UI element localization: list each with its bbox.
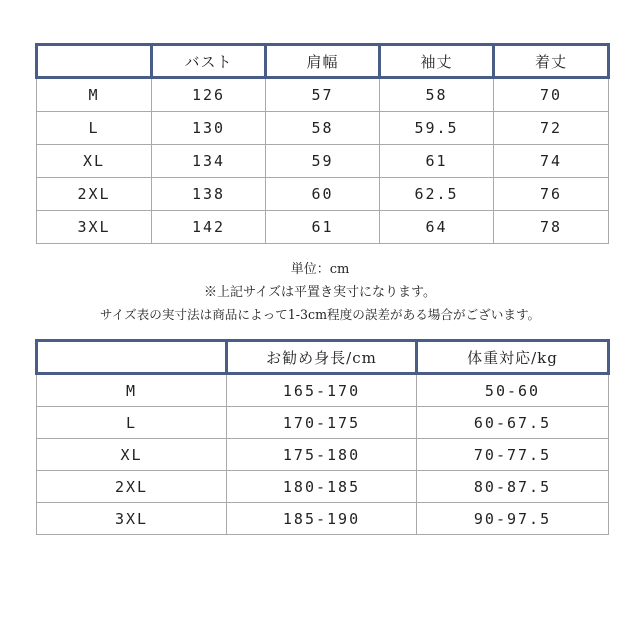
recommend-table-header-row xyxy=(37,341,609,374)
size-table-value-cell: 72 xyxy=(494,112,609,145)
size-table-header-cell: 袖丈 xyxy=(380,45,494,78)
recommend-table-header-cell xyxy=(37,341,227,374)
recommend-table-row xyxy=(37,407,609,439)
tolerance-note: サイズ表の実寸法は商品によって1-3cm程度の誤差がある場合がございます。 xyxy=(99,307,541,322)
recommend-table-size-cell: L xyxy=(37,407,227,439)
size-table-header-cell: 肩幅 xyxy=(266,45,380,78)
recommend-table-value-cell: 180-185 xyxy=(227,471,417,503)
recommend-table-size-cell: 3XL xyxy=(37,503,227,535)
recommend-table-value-cell: 50-60 xyxy=(417,374,609,407)
recommend-table-header-cell: お勧め身長/cm xyxy=(227,341,417,374)
unit-note: 単位：cm xyxy=(290,262,350,277)
size-table-value-cell: 126 xyxy=(152,78,266,112)
recommend-table-row xyxy=(37,471,609,503)
size-table-value-cell: 60 xyxy=(266,178,380,211)
recommend-table-value-cell: 70-77.5 xyxy=(417,439,609,471)
recommend-table-value-cell: 175-180 xyxy=(227,439,417,471)
size-table-value-cell: 58 xyxy=(266,112,380,145)
size-table-value-cell: 78 xyxy=(494,211,609,244)
recommend-table-size-cell: XL xyxy=(37,439,227,471)
recommend-table-row xyxy=(37,503,609,535)
size-table-value-cell: 57 xyxy=(266,78,380,112)
size-table-value-cell: 142 xyxy=(152,211,266,244)
size-table-header-cell: バスト xyxy=(152,45,266,78)
size-table-size-cell: L xyxy=(37,112,152,145)
size-table-row xyxy=(37,112,609,145)
recommend-table-size-cell: 2XL xyxy=(37,471,227,503)
recommend-table-row xyxy=(37,374,609,407)
size-table-row xyxy=(37,78,609,112)
size-table-size-cell: 3XL xyxy=(37,211,152,244)
size-table-value-cell: 76 xyxy=(494,178,609,211)
size-table-value-cell: 61 xyxy=(266,211,380,244)
size-table xyxy=(35,43,610,244)
recommend-table-size-cell: M xyxy=(37,374,227,407)
size-table-row xyxy=(37,145,609,178)
size-table-value-cell: 74 xyxy=(494,145,609,178)
size-table-size-cell: M xyxy=(37,78,152,112)
recommend-table-value-cell: 90-97.5 xyxy=(417,503,609,535)
size-table-size-cell: 2XL xyxy=(37,178,152,211)
size-table-value-cell: 134 xyxy=(152,145,266,178)
size-table-value-cell: 59 xyxy=(266,145,380,178)
size-table-value-cell: 59.5 xyxy=(380,112,494,145)
size-table-header-cell: 着丈 xyxy=(494,45,609,78)
size-table-size-cell: XL xyxy=(37,145,152,178)
size-table-value-cell: 61 xyxy=(380,145,494,178)
recommend-table-header-cell: 体重対応/kg xyxy=(417,341,609,374)
recommend-table-value-cell: 170-175 xyxy=(227,407,417,439)
recommendation-table xyxy=(35,339,610,535)
size-table-row xyxy=(37,178,609,211)
size-table-header-row xyxy=(37,45,609,78)
size-table-row xyxy=(37,211,609,244)
size-table-value-cell: 70 xyxy=(494,78,609,112)
recommend-table-value-cell: 80-87.5 xyxy=(417,471,609,503)
size-table-value-cell: 64 xyxy=(380,211,494,244)
flat-measure-note: ※上記サイズは平置き実寸になります。 xyxy=(204,285,436,300)
recommend-table-row xyxy=(37,439,609,471)
recommend-table-value-cell: 165-170 xyxy=(227,374,417,407)
size-table-value-cell: 62.5 xyxy=(380,178,494,211)
size-table-header-cell xyxy=(37,45,152,78)
size-table-value-cell: 58 xyxy=(380,78,494,112)
size-table-value-cell: 130 xyxy=(152,112,266,145)
recommend-table-value-cell: 185-190 xyxy=(227,503,417,535)
size-table-value-cell: 138 xyxy=(152,178,266,211)
recommend-table-value-cell: 60-67.5 xyxy=(417,407,609,439)
